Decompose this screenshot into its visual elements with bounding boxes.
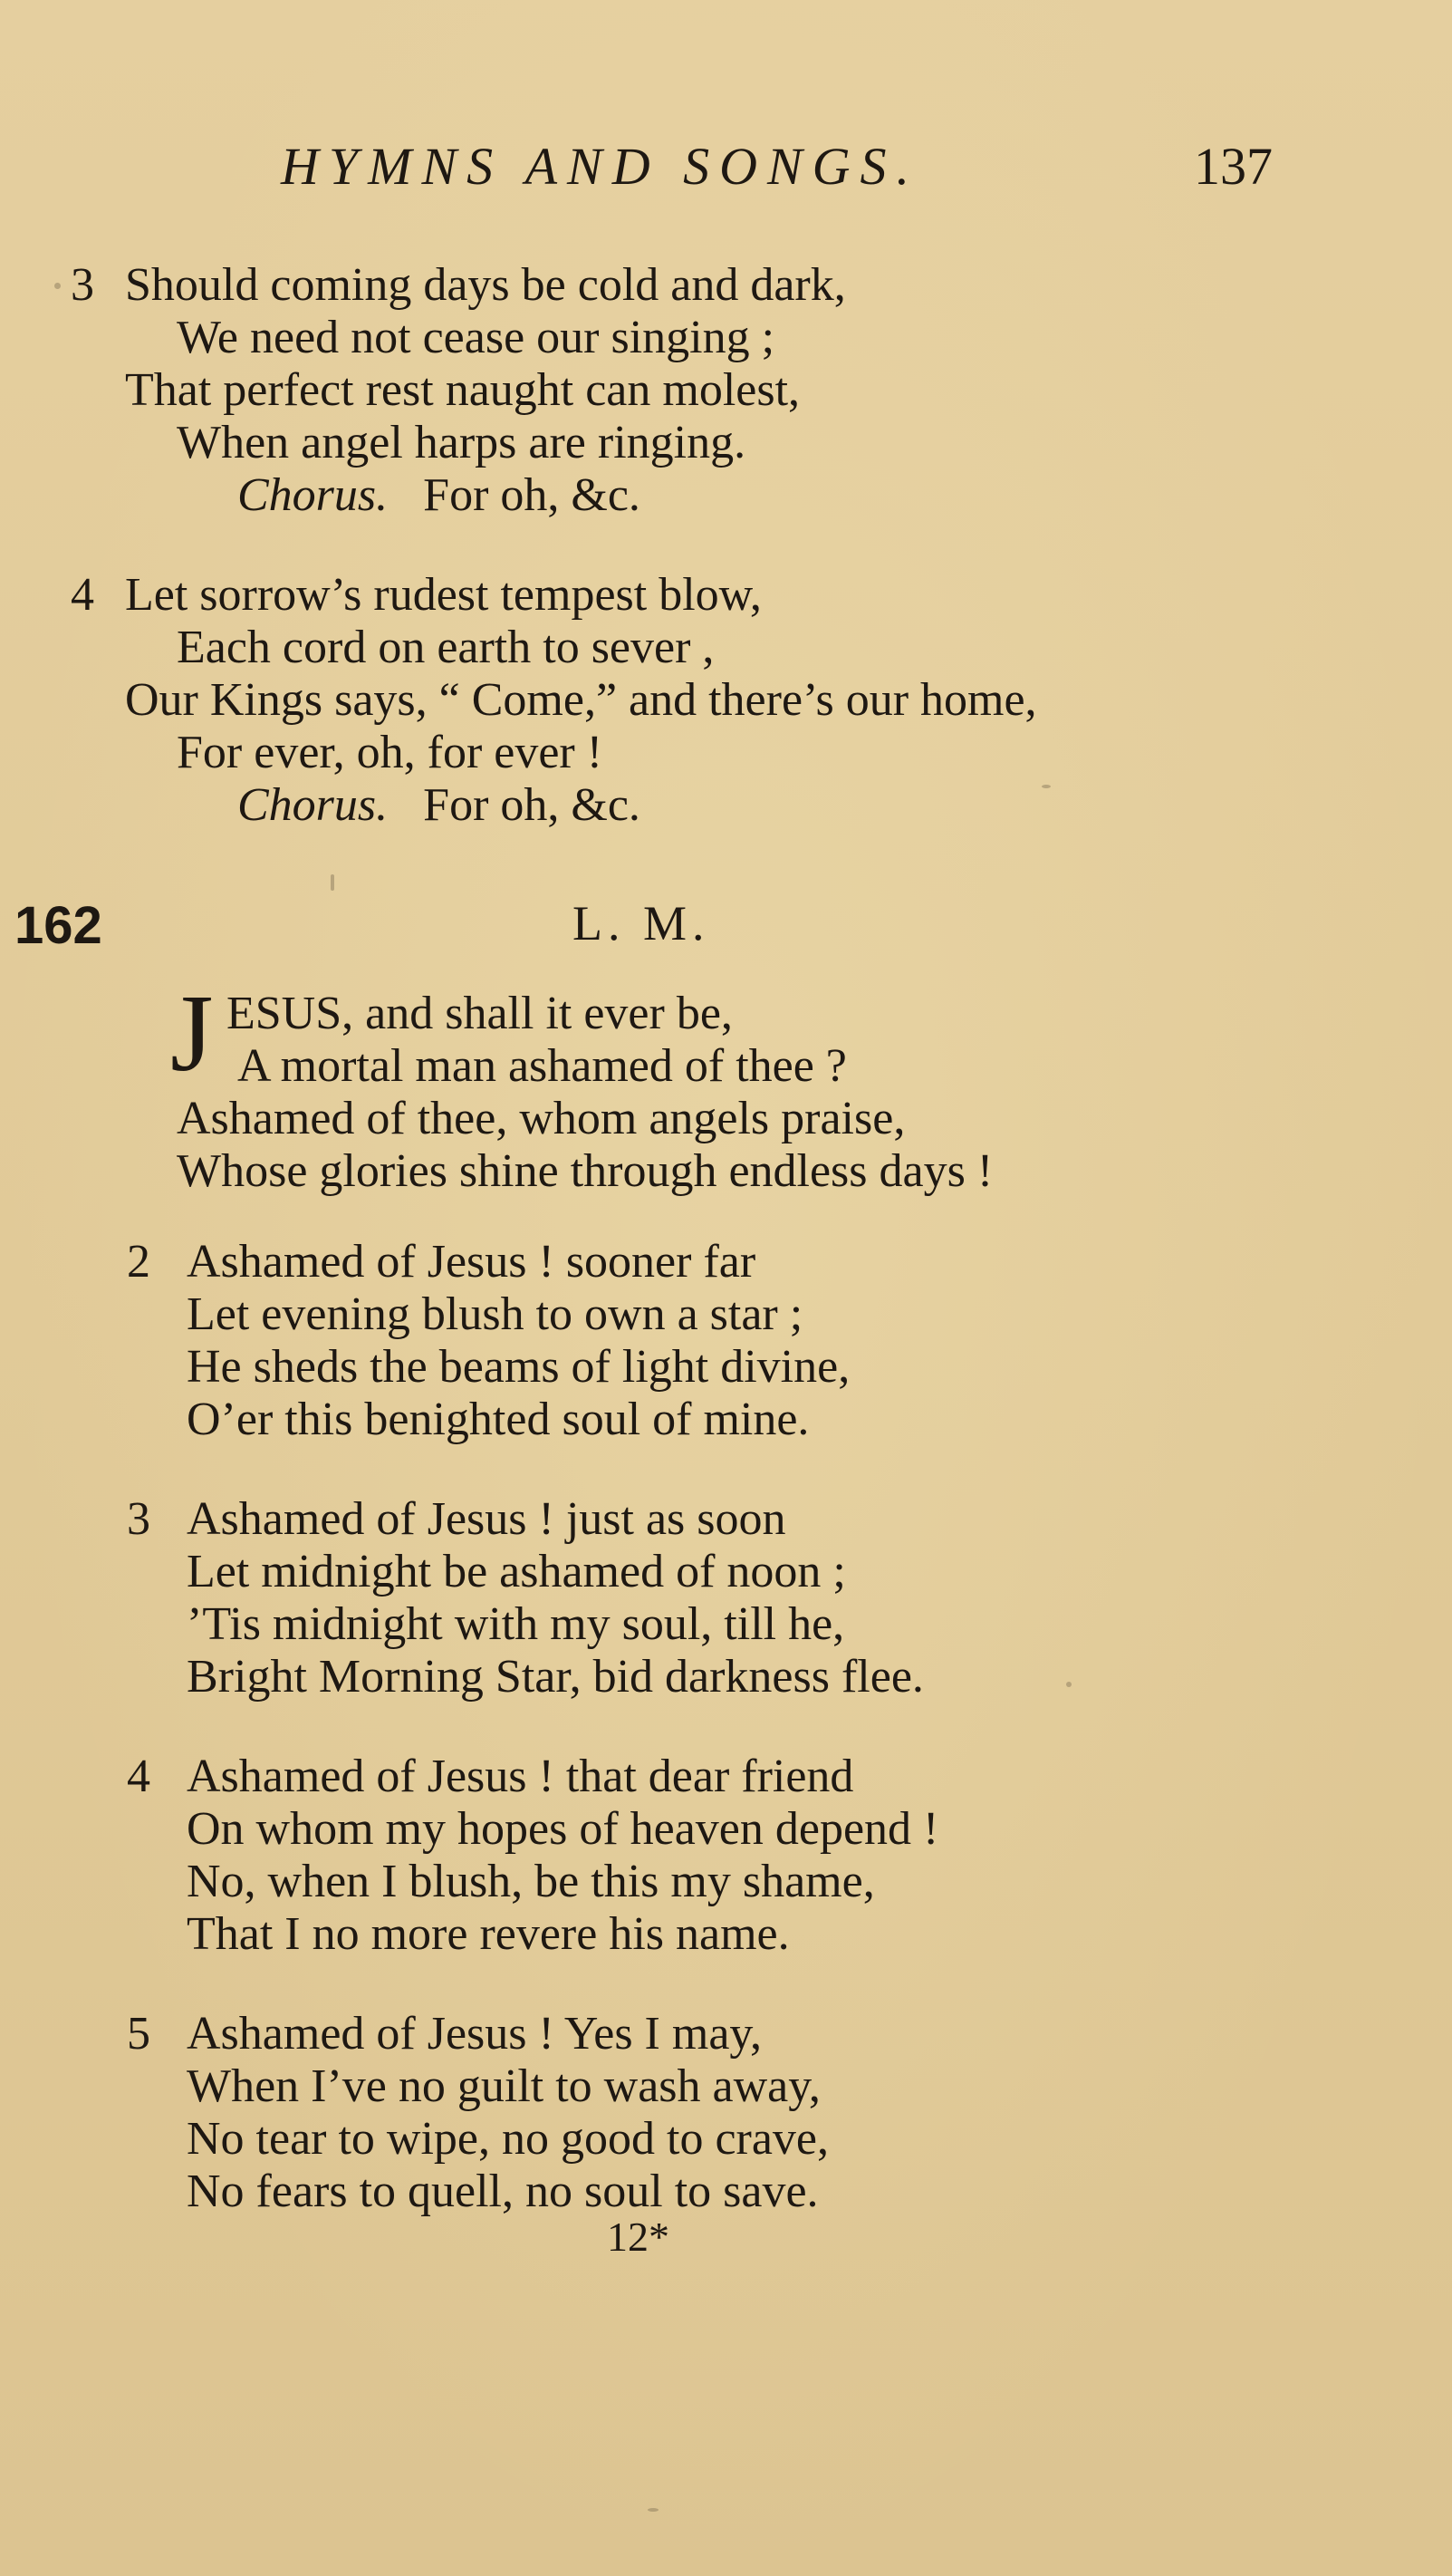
chorus-label: Chorus. — [237, 469, 389, 521]
signature-mark: 12* — [607, 2214, 669, 2260]
chorus-line — [237, 779, 640, 832]
verse-line: Ashamed of Jesus ! just as soon — [187, 1493, 786, 1545]
running-header — [0, 136, 1452, 208]
verse-line: For ever, oh, for ever ! — [177, 727, 603, 778]
verse-line: Whose glories shine through endless days ! — [177, 1145, 994, 1197]
verse-line: No tear to wipe, no good to crave, — [187, 2113, 830, 2165]
page-number: 137 — [1194, 137, 1273, 196]
hymn-meter: L. M. — [572, 896, 710, 950]
verse-line: A mortal man ashamed of thee ? — [237, 1040, 847, 1092]
print-speck — [1066, 1682, 1072, 1687]
drop-cap: J — [170, 972, 214, 1095]
stanza-number: 3 — [127, 1493, 150, 1545]
stanza-number: 4 — [71, 569, 94, 621]
stanza-number: 3 — [71, 259, 94, 311]
verse-line: We need not cease our singing ; — [177, 312, 775, 363]
verse-line: Let midnight be ashamed of noon ; — [187, 1546, 846, 1597]
verse-line: No, when I blush, be this my shame, — [187, 1856, 875, 1907]
print-speck — [331, 874, 334, 891]
verse-line: Let sorrow’s rudest tempest blow, — [125, 569, 762, 621]
verse-line: Let evening blush to own a star ; — [187, 1288, 803, 1340]
verse-line: When angel harps are ringing. — [177, 417, 746, 468]
verse-line: He sheds the beams of light divine, — [187, 1341, 851, 1393]
print-speck — [1042, 785, 1051, 788]
chorus-text: For oh, &c. — [423, 779, 640, 831]
verse-line: Our Kings says, “ Come,” and there’s our home, — [125, 674, 1037, 726]
verse-line: Ashamed of Jesus ! sooner far — [187, 1236, 756, 1288]
verse-line: O’er this benighted soul of mine. — [187, 1394, 810, 1445]
verse-line: Should coming days be cold and dark, — [125, 259, 846, 311]
stanza-number: 5 — [127, 2008, 150, 2060]
running-title: HYMNS AND SONGS. — [281, 137, 920, 196]
hymn-number: 162 — [14, 896, 102, 955]
verse-line: On whom my hopes of heaven depend ! — [187, 1803, 939, 1855]
verse-line: Ashamed of thee, whom angels praise, — [177, 1093, 906, 1144]
verse-line: ESUS, and shall it ever be, — [226, 988, 733, 1039]
verse-line: ’Tis midnight with my soul, till he, — [187, 1598, 845, 1650]
verse-line: That perfect rest naught can molest, — [125, 364, 801, 416]
chorus-label: Chorus. — [237, 779, 389, 831]
verse-line: When I’ve no guilt to wash away, — [187, 2060, 821, 2112]
verse-line: That I no more revere his name. — [187, 1908, 790, 1960]
chorus-text: For oh, &c. — [423, 469, 640, 521]
print-speck — [54, 283, 61, 289]
verse-line: Ashamed of Jesus ! that dear friend — [187, 1751, 854, 1802]
verse-line: No fears to quell, no soul to save. — [187, 2166, 819, 2217]
verse-line: Ashamed of Jesus ! Yes I may, — [187, 2008, 763, 2060]
stanza-number: 2 — [127, 1236, 150, 1288]
chorus-line — [237, 469, 640, 522]
verse-line: Each cord on earth to sever , — [177, 622, 715, 673]
stanza-number: 4 — [127, 1751, 150, 1802]
verse-line: Bright Morning Star, bid darkness flee. — [187, 1651, 924, 1703]
print-speck — [648, 2508, 659, 2512]
